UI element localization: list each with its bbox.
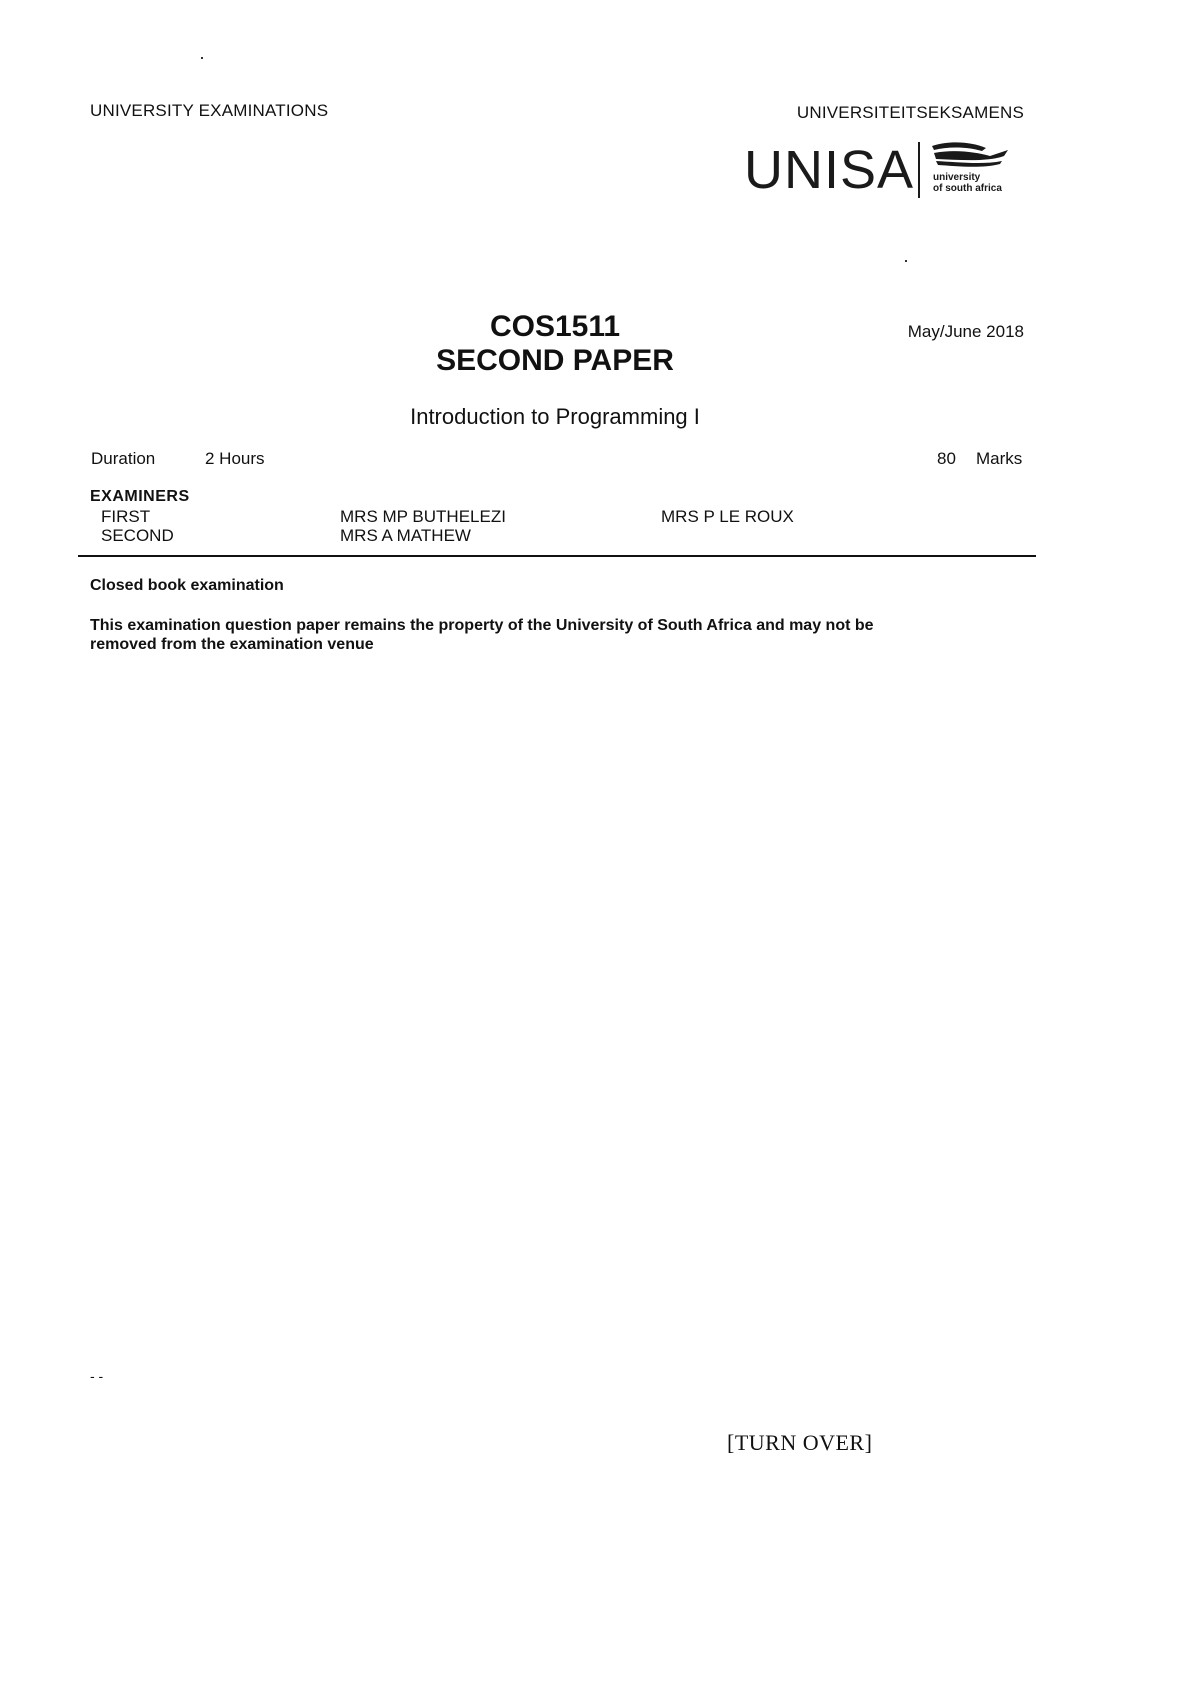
turn-over-text: [TURN OVER] xyxy=(727,1430,873,1455)
stray-dash-mark: - - xyxy=(90,1368,104,1384)
logo-tagline-1: university xyxy=(933,172,981,183)
duration-label: Duration xyxy=(91,449,156,468)
header-right-text: UNIVERSITEITSEKSAMENS xyxy=(796,103,1024,122)
paper-title: SECOND PAPER xyxy=(436,344,674,377)
examiner-name: MRS A MATHEW xyxy=(340,526,471,545)
marks-value: 80 xyxy=(937,449,956,468)
property-notice-line-2: removed from the examination venue xyxy=(90,636,374,653)
logo-divider xyxy=(918,142,920,198)
logo-tagline-2: of south africa xyxy=(933,183,1002,194)
header-left-text: UNIVERSITY EXAMINATIONS xyxy=(90,101,329,120)
examiner-name: MRS P LE ROUX xyxy=(661,507,794,526)
examiner-role-second: SECOND xyxy=(101,526,174,545)
property-notice-line-1: This examination question paper remains the property of the University of South Africa and may not be xyxy=(90,617,874,634)
logo-wordmark: UNISA xyxy=(744,140,915,200)
examiners-heading: EXAMINERS xyxy=(90,488,190,505)
logo-emblem-icon xyxy=(924,138,1012,202)
duration-value: 2 Hours xyxy=(205,449,265,468)
marks-label: Marks xyxy=(976,449,1023,468)
course-code: COS1511 xyxy=(489,310,621,343)
scan-speck xyxy=(201,57,203,59)
examiner-role-first: FIRST xyxy=(101,507,151,526)
horizontal-divider xyxy=(78,555,1036,557)
course-title: Introduction to Programming I xyxy=(410,404,700,429)
unisa-logo xyxy=(744,138,1012,202)
closed-book-note: Closed book examination xyxy=(90,577,284,594)
scan-speck xyxy=(905,260,907,262)
exam-date: May/June 2018 xyxy=(907,322,1024,341)
examiner-name: MRS MP BUTHELEZI xyxy=(340,507,506,526)
